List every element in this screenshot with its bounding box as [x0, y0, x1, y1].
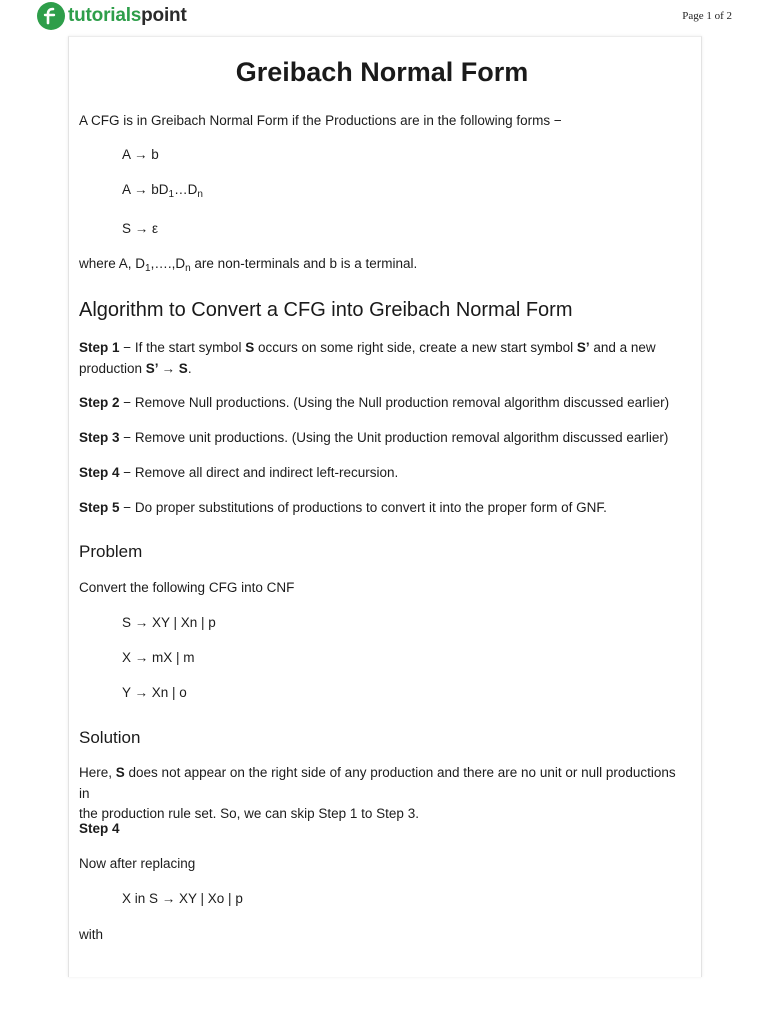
solution-paragraph: Here, S does not appear on the right side of any production and there are no unit or null productions in the production rule set. So, we can skip Step 1 to Step 3. — [79, 765, 676, 821]
step-4-heading: Step 4 — [79, 821, 120, 836]
algorithm-heading: Algorithm to Convert a CFG into Greibach Normal Form — [79, 299, 573, 321]
step-4-paragraph: Step 4 − Remove all direct and indirect left-recursion. — [79, 465, 399, 480]
problem-paragraph: Convert the following CFG into CNF — [79, 580, 295, 595]
step-1-paragraph: Step 1 − If the start symbol S occurs on some right side, create a new start symbol S’ and a new production S’ → S. — [79, 340, 656, 376]
tutorialspoint-logo[interactable] — [37, 2, 187, 30]
gnf-form-2: $A \to bD_1\dots D_n$ — [122, 182, 203, 200]
problem-production-1: S → XY | Xn | p — [122, 615, 216, 630]
step-3-paragraph: Step 3 − Remove unit productions. (Using the Unit production removal algorithm discussed earlier) — [79, 430, 669, 445]
gnf-form-1: A → b — [122, 147, 159, 162]
solution-heading: Solution — [79, 728, 141, 747]
logo-icon — [37, 2, 65, 30]
step-2-paragraph: Step 2 − Remove Null productions. (Using the Null production removal algorithm discussed earlier) — [79, 395, 670, 410]
page-title: Greibach Normal Form — [235, 57, 529, 87]
page-indicator: Page 1 of 2 — [682, 10, 732, 22]
step-5-paragraph: Step 5 − Do proper substitutions of productions to convert it into the proper form of GNF. — [79, 500, 607, 515]
replace-production: X in S → XY | Xo | p — [122, 891, 243, 906]
intro-paragraph: A CFG is in Greibach Normal Form if the Productions are in the following forms − — [79, 113, 562, 128]
replace-paragraph: Now after replacing — [79, 856, 196, 871]
with-paragraph: with — [79, 927, 104, 942]
problem-production-3: Y → Xn | o — [122, 685, 187, 700]
gnf-form-3: S → ε — [122, 221, 159, 236]
problem-production-2: X → mX | m — [122, 650, 195, 665]
problem-heading: Problem — [79, 542, 143, 561]
document-page — [68, 36, 702, 977]
logo-text: tutorialspoint — [68, 5, 187, 26]
page-header — [0, 0, 768, 36]
where-paragraph: where A, $D_1,\dots.,D_n$ are non-terminals and b is a terminal. — [79, 256, 418, 274]
